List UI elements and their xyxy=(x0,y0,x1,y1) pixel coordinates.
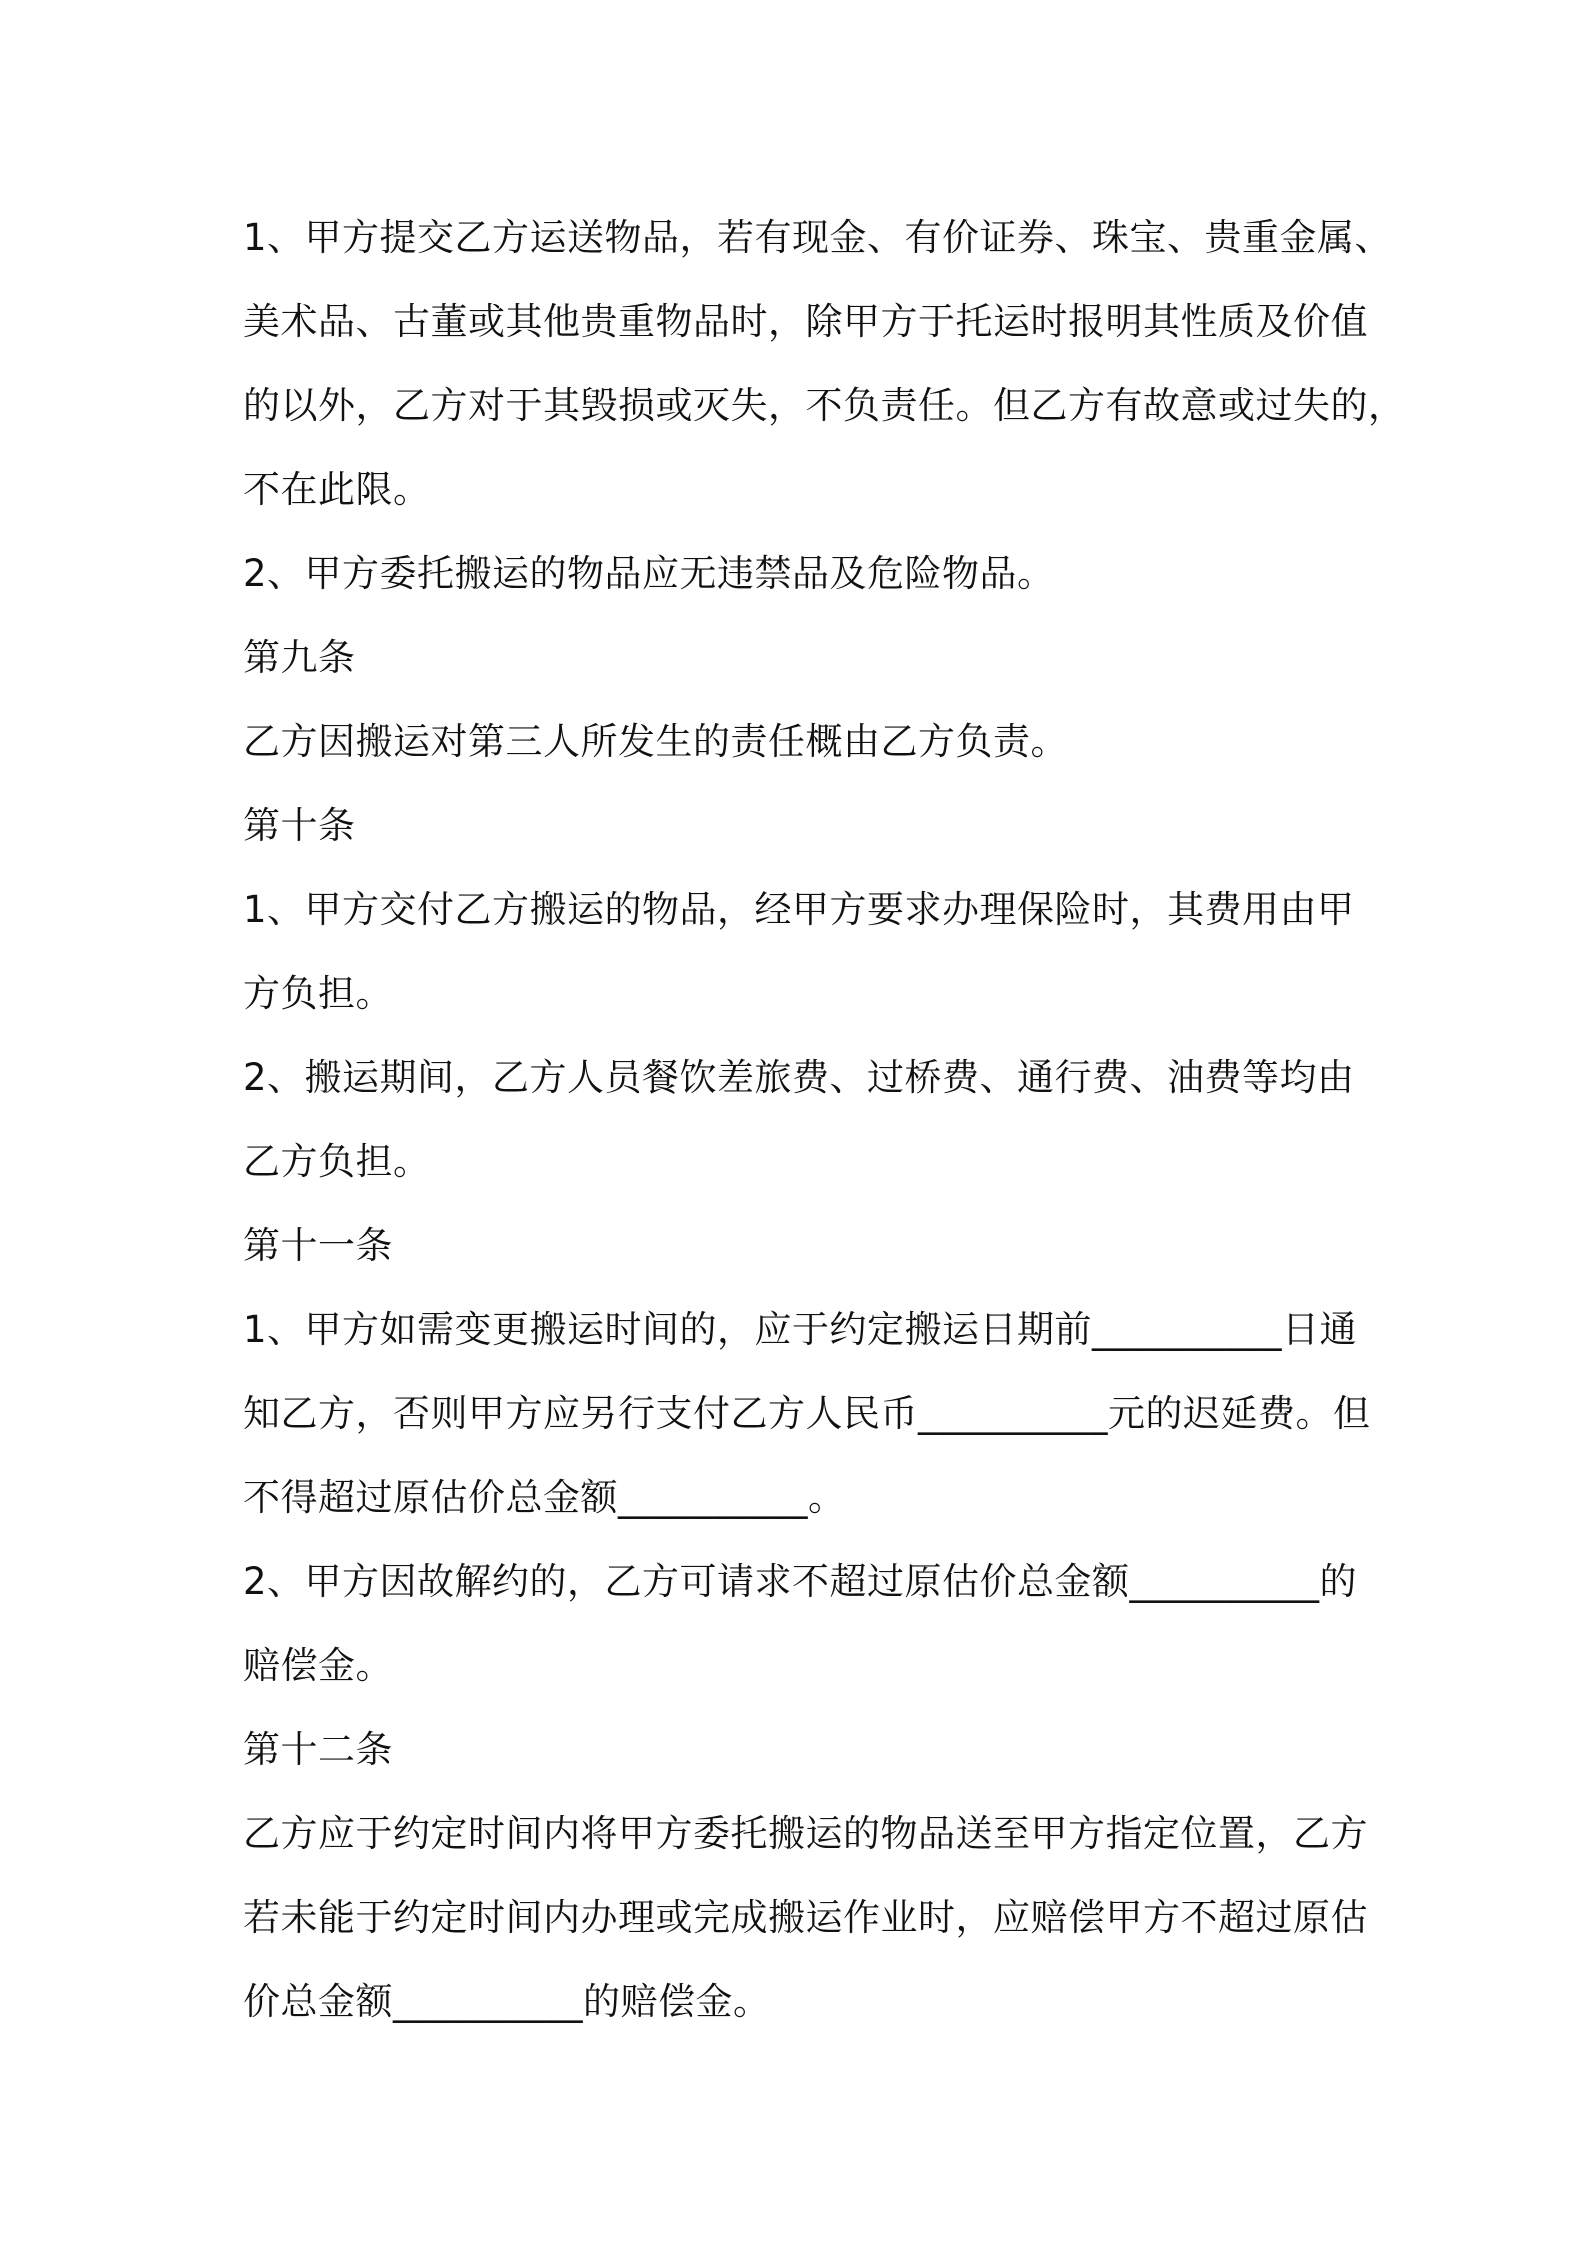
clause-8-item-1-line-4: 不在此限。 xyxy=(243,468,431,511)
clause-9-heading: 第九条 xyxy=(243,636,356,679)
clause-8-item-1-line-2: 美术品、古董或其他贵重物品时，除甲方于托运时报明其性质及价值 xyxy=(243,300,1368,343)
clause-11-item-2-line-1: 2、甲方因故解约的，乙方可请求不超过原估价总金额__________的 xyxy=(243,1560,1358,1603)
clause-11-heading: 第十一条 xyxy=(243,1224,393,1267)
clause-10-item-1-line-1: 1、甲方交付乙方搬运的物品，经甲方要求办理保险时，其费用由甲 xyxy=(243,888,1355,931)
clause-12-heading: 第十二条 xyxy=(243,1728,393,1771)
clause-11-item-1-line-1: 1、甲方如需变更搬运时间的，应于约定搬运日期前__________日通 xyxy=(243,1308,1358,1351)
clause-12-text-line-2: 若未能于约定时间内办理或完成搬运作业时，应赔偿甲方不超过原估 xyxy=(243,1896,1368,1939)
clause-11-item-1-line-2: 知乙方，否则甲方应另行支付乙方人民币__________元的迟延费。但 xyxy=(243,1392,1371,1435)
clause-8-item-1-line-3: 的以外，乙方对于其毁损或灭失，不负责任。但乙方有故意或过失的， xyxy=(243,384,1406,427)
clause-9-text: 乙方因搬运对第三人所发生的责任概由乙方负责。 xyxy=(243,720,1068,763)
clause-10-item-2-line-2: 乙方负担。 xyxy=(243,1140,431,1183)
clause-11-item-1-line-3: 不得超过原估价总金额__________。 xyxy=(243,1476,846,1519)
clause-10-item-2-line-1: 2、搬运期间，乙方人员餐饮差旅费、过桥费、通行费、油费等均由 xyxy=(243,1056,1355,1099)
clause-8-item-1-line-1: 1、甲方提交乙方运送物品，若有现金、有价证券、珠宝、贵重金属、 xyxy=(243,216,1393,259)
clause-12-text-line-3: 价总金额__________的赔偿金。 xyxy=(243,1980,771,2023)
document-body xyxy=(243,196,1406,2044)
clause-12-text-line-1: 乙方应于约定时间内将甲方委托搬运的物品送至甲方指定位置，乙方 xyxy=(243,1812,1368,1855)
clause-10-item-1-line-2: 方负担。 xyxy=(243,972,393,1015)
clause-8-item-2: 2、甲方委托搬运的物品应无违禁品及危险物品。 xyxy=(243,552,1055,595)
clause-11-item-2-line-2: 赔偿金。 xyxy=(243,1644,393,1687)
clause-10-heading: 第十条 xyxy=(243,804,356,847)
